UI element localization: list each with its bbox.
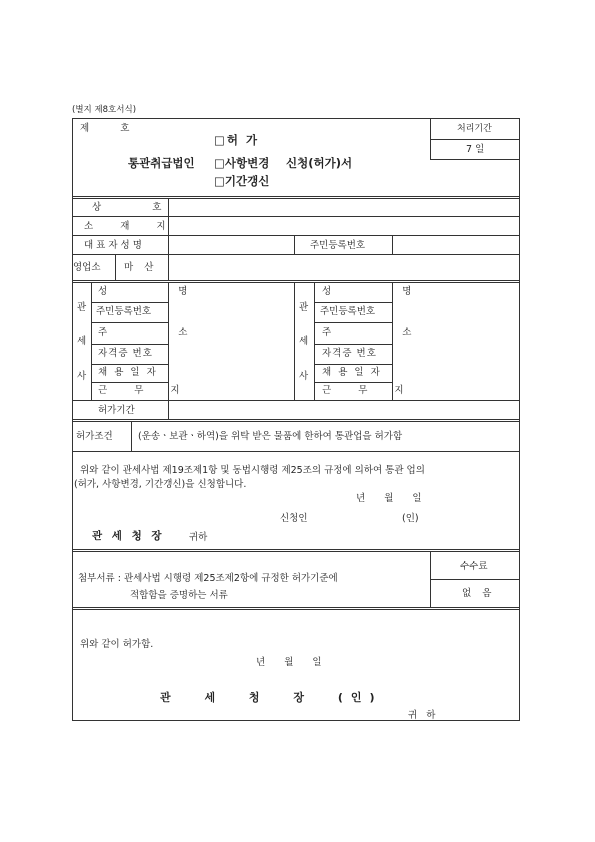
fee-label: 수수료 [460, 561, 488, 572]
form-reference: (별지 제8호서식) [72, 105, 137, 115]
title-option-permit: □허 가 [214, 133, 260, 147]
title-option-renewal: □기간갱신 [214, 174, 270, 188]
representative-name-label: 대표자성명 [84, 240, 145, 251]
broker-address-label: 주 소 [98, 327, 222, 338]
processing-period-value: 7 일 [466, 144, 485, 155]
broker2-resident-number-label: 주민등록번호 [320, 306, 376, 317]
approval-date: 년 월 일 [256, 657, 330, 668]
application-honorific: 귀하 [189, 532, 208, 543]
permit-condition-value: (운송ㆍ보관ㆍ하역)을 위탁 받은 물품에 한하여 통관업을 허가함 [138, 431, 403, 442]
broker-group-char-2: 세 [77, 336, 87, 347]
broker2-workplace-label: 근 무 지 [322, 385, 416, 396]
approval-signer: 관 세 청 장 (인) [160, 691, 383, 704]
approval-honorific: 귀 하 [408, 710, 439, 721]
applicant-seal: (인) [402, 513, 419, 524]
broker2-license-label: 자격증 번호 [322, 348, 377, 359]
applicant-label: 신청인 [280, 513, 308, 524]
approval-statement: 위와 같이 허가함. [80, 639, 154, 650]
title-main: 통관취급법인 [128, 156, 195, 170]
broker-group-char-3: 사 [77, 371, 87, 382]
fee-value: 없 음 [462, 588, 496, 599]
broker-hire-date-label: 채 용 일 자 [98, 367, 158, 378]
attachments-line2: 적합함을 증명하는 서류 [130, 590, 228, 601]
broker-resident-number-label: 주민등록번호 [96, 306, 152, 317]
broker2-hire-date-label: 채 용 일 자 [322, 367, 382, 378]
resident-number-label: 주민등록번호 [310, 240, 366, 251]
application-statement-line1: 위와 같이 관세사법 제19조제1항 및 동법시행령 제25조의 규정에 의하여 통관 업의 [80, 465, 425, 476]
broker2-name-label: 성 명 [322, 286, 446, 297]
title-suffix: 신청(허가)서 [286, 156, 353, 170]
permit-period-label: 허가기간 [98, 405, 135, 416]
broker-group-char-2-right: 세 [299, 336, 309, 347]
document-number-label: 제 호 [80, 123, 144, 134]
broker-license-label: 자격증 번호 [98, 348, 153, 359]
office-label: 영업소 [73, 262, 101, 273]
processing-period-label: 처리기간 [457, 124, 492, 134]
application-statement-line2: (허가, 사항변경, 기간갱신)을 신청합니다. [74, 479, 247, 490]
broker-workplace-label: 근 무 지 [98, 385, 192, 396]
office-value: 마 산 [124, 262, 158, 273]
broker-group-char-1: 관 [77, 302, 87, 313]
broker-name-label: 성 명 [98, 286, 222, 297]
trade-name-label: 상 호 [92, 202, 186, 213]
permit-condition-label: 허가조건 [76, 431, 113, 442]
attachments-line1: 첨부서류 : 관세사법 시행령 제25조제2항에 규정한 허가기준에 [78, 573, 338, 584]
broker-group-char-3-right: 사 [299, 371, 309, 382]
broker2-address-label: 주 소 [322, 327, 446, 338]
application-addressee: 관 세 청 장 [92, 530, 165, 542]
location-label: 소 재 지 [84, 221, 178, 232]
broker-group-char-1-right: 관 [299, 302, 309, 313]
title-option-change: □사항변경 [214, 156, 270, 170]
application-date: 년 월 일 [356, 493, 430, 504]
